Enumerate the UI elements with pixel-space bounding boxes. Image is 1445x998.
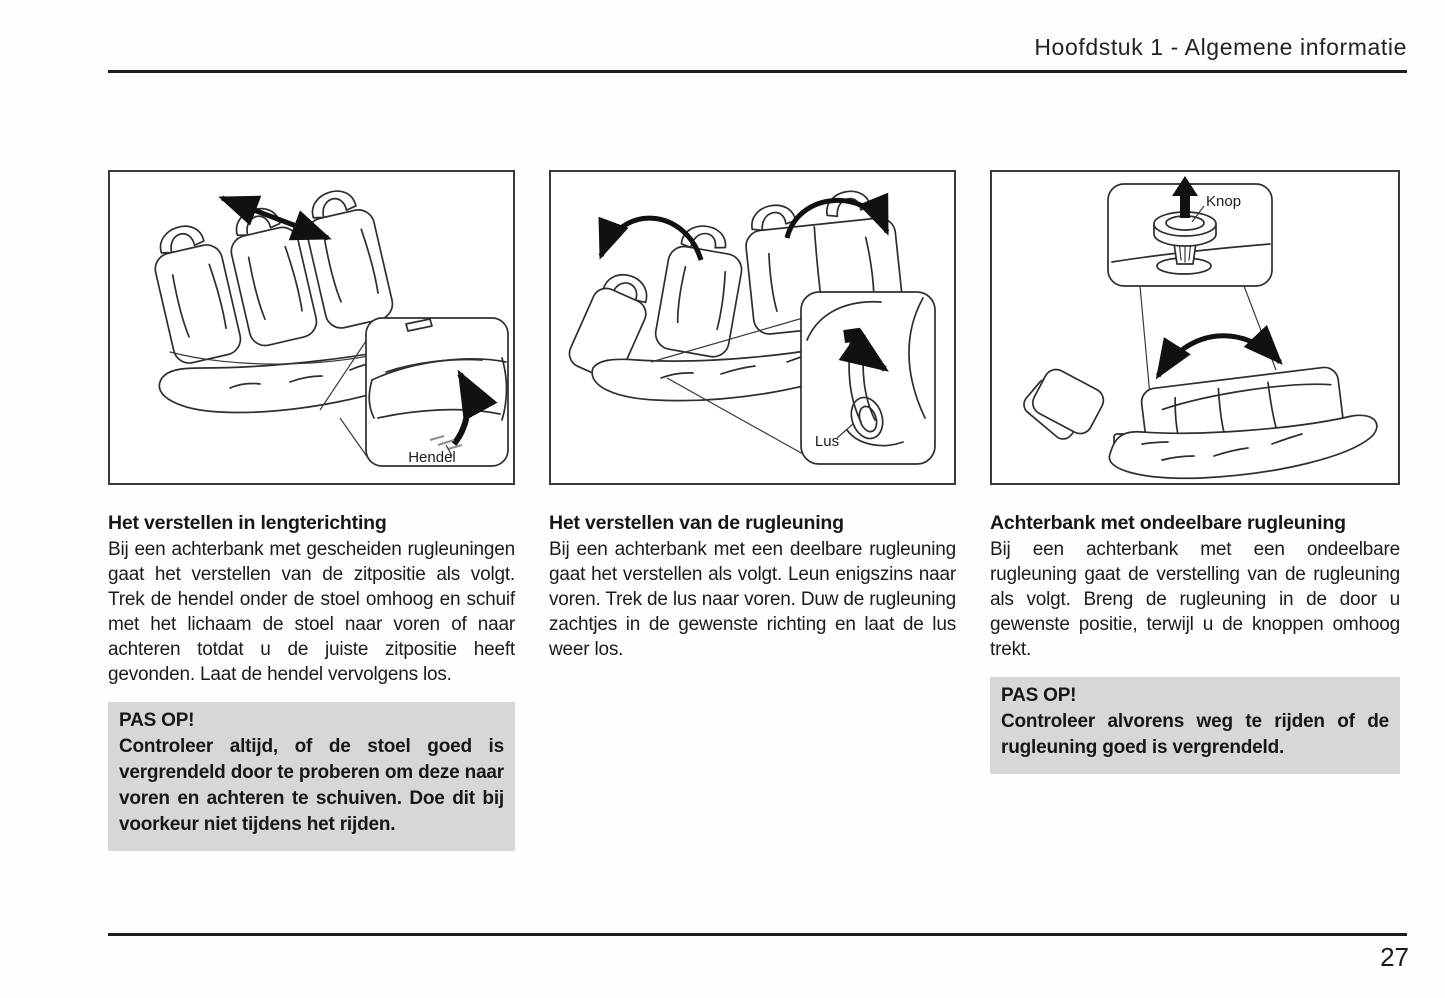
caution-title: PAS OP! <box>119 710 195 731</box>
section-heading: Achterbank met ondeelbare rugleuning <box>990 512 1346 534</box>
caution-text: Controleer alvorens weg te rijden of de rugleuning goed is vergrendeld. <box>1001 711 1389 758</box>
figure-one-piece-backrest <box>990 170 1400 485</box>
content-columns <box>108 170 1400 851</box>
page-number: 27 <box>1380 942 1409 972</box>
page-header <box>108 0 1407 73</box>
knob-label: Knop <box>1206 193 1242 210</box>
rear-bench-drawing <box>1020 365 1377 478</box>
seat-slide-illustration <box>110 172 513 483</box>
column-backrest-adjust <box>549 170 956 851</box>
chapter-title: Hoofdstuk 1 - Algemene informatie <box>1034 34 1407 60</box>
column-length-adjust <box>108 170 515 851</box>
section-heading: Het verstellen van de rugleuning <box>549 512 844 534</box>
section-body: Bij een achterbank met een ondeelbare rugleuning gaat de verstelling van de rugleuning als volgt. Breng de rugleuning in de door u gewenste positie, terwijl u de knoppen omhoog trekt. <box>990 539 1400 660</box>
caution-text: Controleer altijd, of de stoel goed is vergrendeld door te proberen om deze naar voren en achteren te schuiven. Doe dit bij voorkeur niet tijdens het rijden. <box>119 736 504 835</box>
caution-box <box>108 702 515 851</box>
lever-inset <box>366 318 508 466</box>
figure-backrest-adjust <box>549 170 956 485</box>
figure-length-adjust <box>108 170 515 485</box>
backrest-fold-illustration <box>551 172 954 483</box>
tilt-direction-arrow-icon <box>1158 336 1280 376</box>
caution-title: PAS OP! <box>1001 685 1077 706</box>
footer-rule <box>108 933 1407 936</box>
section-body: Bij een achterbank met een deelbare rugleuning gaat het verstellen als volgt. Leun enigszins naar voren. Trek de lus naar voren. Duw de rugleuning zachtjes in de gewenste richting en laat de lus weer los. <box>549 539 956 660</box>
loop-label: Lus <box>814 433 840 450</box>
knob-backrest-illustration <box>992 172 1398 483</box>
column-one-piece-backrest <box>990 170 1400 851</box>
section-heading: Het verstellen in lengterichting <box>108 512 387 534</box>
section-body: Bij een achterbank met gescheiden rugleuningen gaat het verstellen van de zitpositie als volgt. Trek de hendel onder de stoel omhoog en schuif met het lichaam de stoel naar voren of naar achteren totdat u de juiste zitpositie heeft gevonden. Laat de hendel vervolgens los. <box>108 539 515 685</box>
knob-inset <box>1108 176 1272 286</box>
lever-label: Hendel <box>408 449 456 466</box>
caution-box <box>990 677 1400 774</box>
loop-inset <box>801 292 935 464</box>
